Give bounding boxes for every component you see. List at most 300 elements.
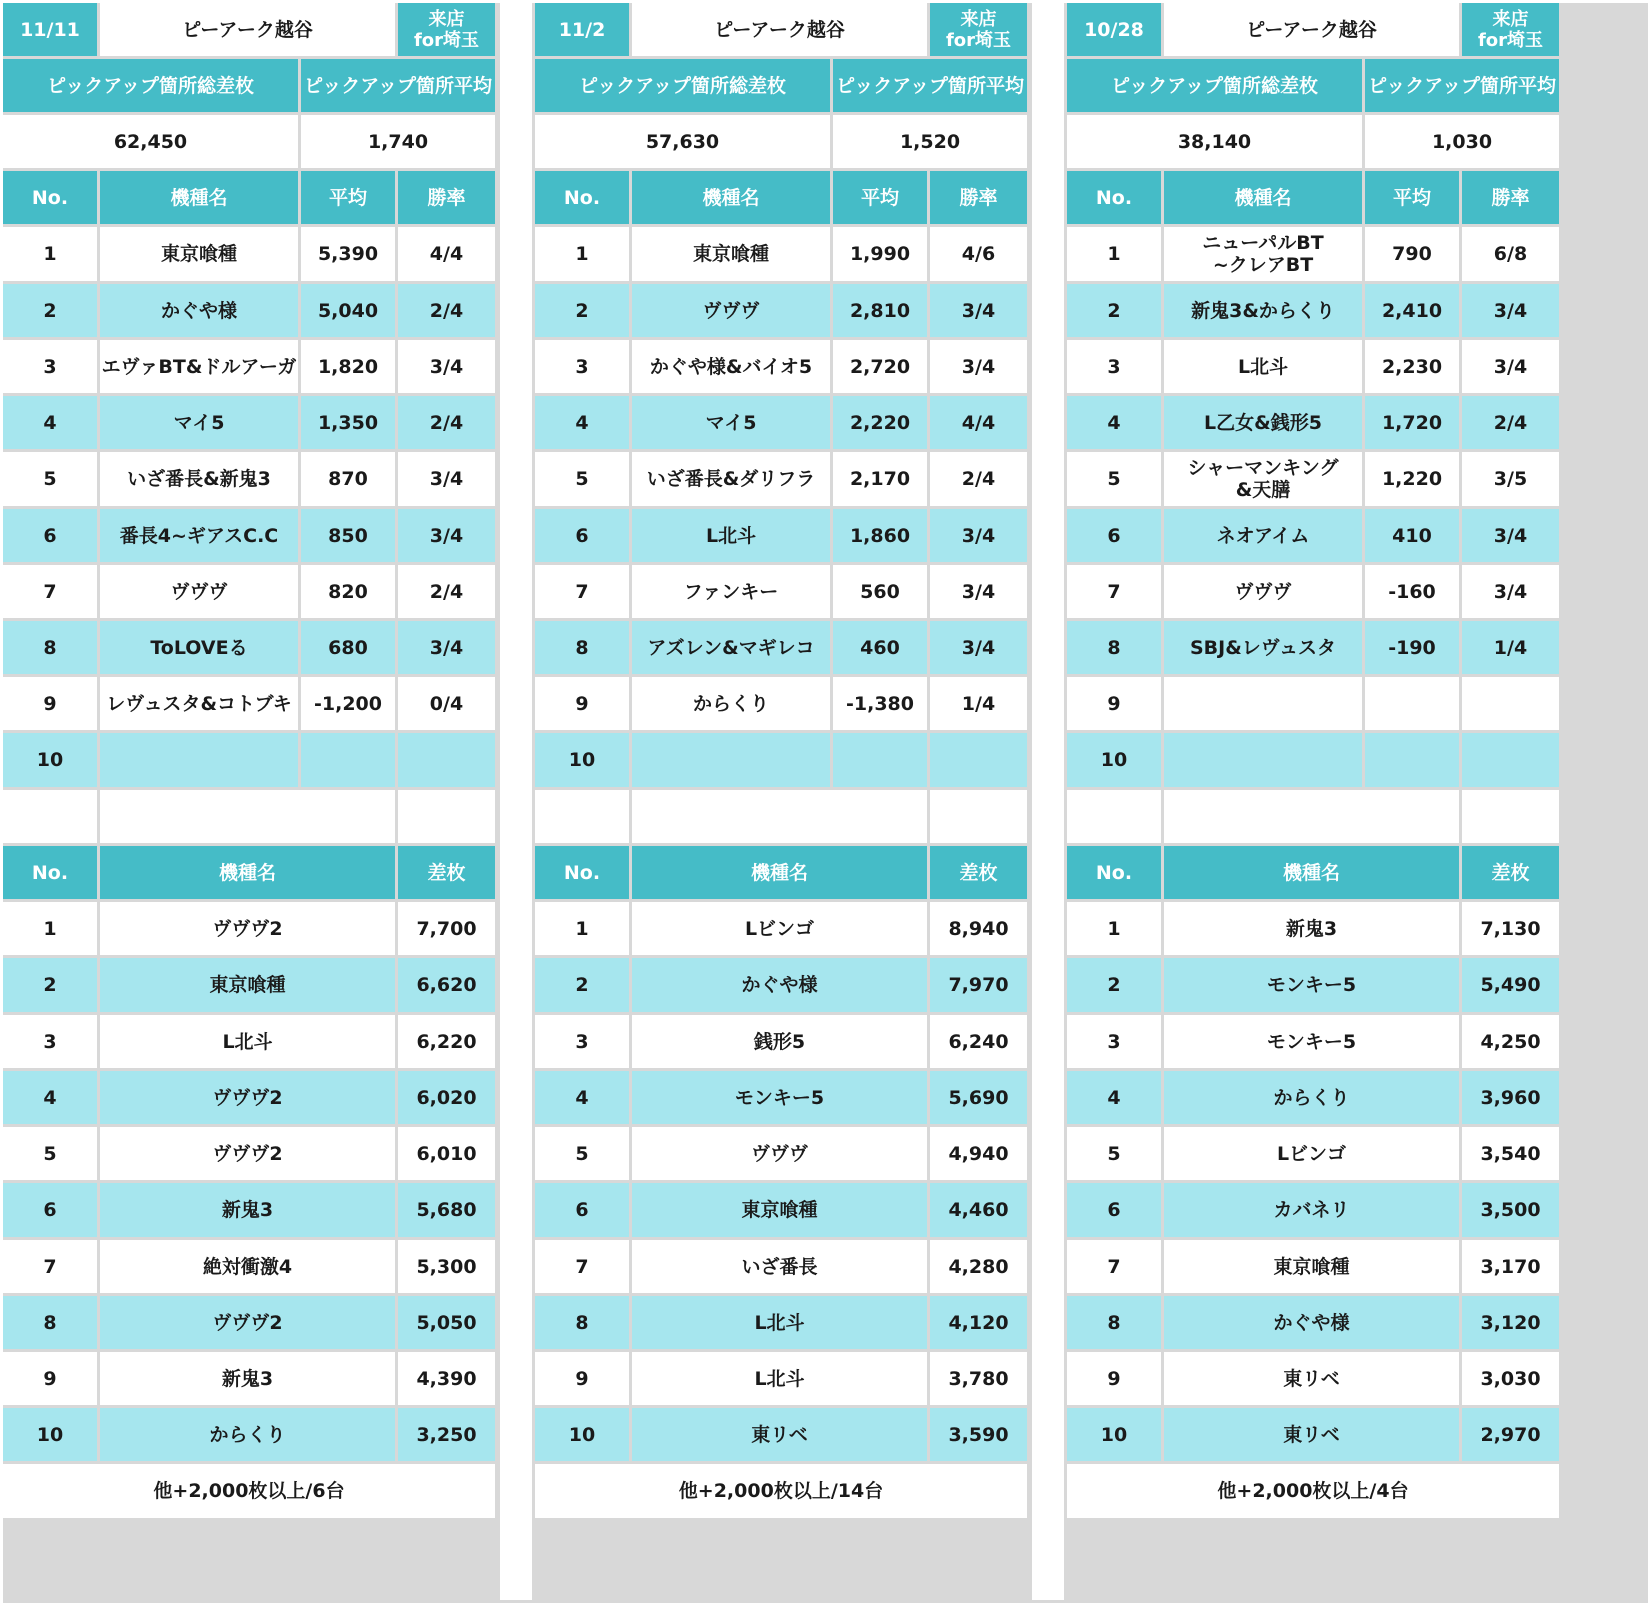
cell-text: 2/4 (961, 468, 996, 490)
machine-row-winrate (930, 396, 1027, 449)
unit-row-diff (930, 1127, 1027, 1180)
machine-row-no (3, 677, 97, 730)
units-header-model (1164, 846, 1459, 899)
cell-text: ピックアップ箇所平均 (1368, 74, 1556, 97)
machine-row-winrate (398, 565, 495, 618)
cell-text: 870 (328, 468, 368, 490)
machine-row-name (1164, 396, 1362, 449)
cell-text: 790 (1392, 243, 1432, 265)
machine-row-average (301, 677, 395, 730)
machine-row-name (100, 733, 298, 787)
cell-text: 2/4 (429, 580, 464, 603)
cell-text: 平均 (328, 186, 367, 209)
visit-line-2: for埼玉 (1477, 29, 1544, 51)
cell-text: 850 (328, 524, 368, 547)
machine-row-winrate (1462, 621, 1559, 674)
cell-text: 2 (43, 974, 57, 996)
unit-row-diff (930, 1071, 1027, 1124)
unit-row-name (100, 1352, 395, 1405)
cell-text: 4 (575, 1086, 589, 1109)
cell-text: 6 (1107, 1199, 1121, 1221)
unit-row-name (632, 1408, 927, 1461)
machine-name-line: 番長4~ギアスC.C (119, 524, 279, 547)
units-header-model (100, 846, 395, 899)
unit-row-name (1164, 1352, 1459, 1405)
cell-text: 東京喰種 (1273, 1255, 1350, 1278)
machine-row-no (535, 396, 629, 449)
cell-text: 2/4 (429, 411, 464, 434)
unit-row-diff (398, 958, 495, 1012)
machine-row-name (1164, 509, 1362, 562)
unit-row-diff (930, 1352, 1027, 1405)
cell-text: 東リベ (1283, 1423, 1340, 1446)
machine-row-winrate (1462, 396, 1559, 449)
cell-text: 9 (43, 692, 57, 715)
machine-row-name (1164, 284, 1362, 337)
cell-text: 新鬼3 (221, 1367, 274, 1390)
cell-text: 5,390 (317, 243, 379, 265)
cell-text: 680 (328, 636, 368, 659)
cell-text: 2,410 (1381, 299, 1443, 322)
cell-text: No. (563, 861, 601, 884)
cell-text: 820 (328, 580, 368, 603)
cell-text: ヴヴヴ2 (212, 1086, 283, 1109)
cell-text: ヴヴヴ2 (212, 1311, 283, 1334)
cell-text: ピックアップ箇所総差枚 (1111, 74, 1318, 97)
machine-row-name (100, 565, 298, 618)
cell-text: 勝率 (427, 186, 466, 209)
machine-row-average (833, 452, 927, 506)
cell-text: No. (1095, 861, 1133, 884)
cell-text: 4,250 (1480, 1030, 1541, 1053)
machine-name-line: ~クレアBT (1212, 254, 1314, 276)
cell-text: 6,620 (416, 974, 477, 996)
cell-text: 3,960 (1480, 1086, 1541, 1109)
unit-row-diff (1462, 1071, 1559, 1124)
cell-text: 3 (575, 1030, 589, 1053)
cell-text: 1 (1107, 917, 1121, 940)
visit-line-1: 来店 (1492, 8, 1529, 30)
unit-row-diff (930, 958, 1027, 1012)
cell-text: 機種名 (702, 186, 760, 209)
unit-row-name (1164, 958, 1459, 1012)
spacer-cell (632, 790, 927, 843)
machine-row-name (632, 396, 830, 449)
unit-row-name (1164, 1296, 1459, 1349)
cell-text: 8 (575, 636, 589, 659)
unit-row-diff (398, 1015, 495, 1068)
cell-text: L北斗 (754, 1311, 805, 1334)
unit-row-name (632, 902, 927, 955)
machine-name-line: エヴァBT&ドルアーガ (101, 355, 297, 378)
machine-name-line: レヴュスタ&コトブキ (106, 692, 292, 715)
machine-row-average (301, 509, 395, 562)
average-label (1365, 59, 1559, 112)
col-header-no (1067, 171, 1161, 224)
cell-text: 7,700 (416, 917, 477, 940)
cell-text: 3,500 (1480, 1199, 1541, 1221)
cell-text: 2 (575, 974, 589, 996)
cell-text: 機種名 (170, 186, 228, 209)
cell-text: 4/6 (961, 243, 996, 265)
cell-text: モンキー5 (1266, 974, 1357, 996)
unit-row-name (100, 1240, 395, 1293)
cell-text: 8 (575, 1311, 589, 1334)
cell-text: 5 (575, 1142, 589, 1165)
machine-row-no (3, 621, 97, 674)
unit-row-name (100, 1296, 395, 1349)
average-value (301, 115, 495, 168)
cell-text: 1,720 (1381, 411, 1443, 434)
col-header-winrate (1462, 171, 1559, 224)
machine-row-winrate (1462, 452, 1559, 506)
cell-text: モンキー5 (734, 1086, 825, 1109)
average-value (1365, 115, 1559, 168)
cell-text: No. (31, 861, 69, 884)
machine-row-average (301, 340, 395, 393)
unit-row-name (1164, 1183, 1459, 1237)
machine-row-average (301, 227, 395, 281)
unit-row-no (1067, 1352, 1161, 1405)
machine-row-average (1365, 509, 1459, 562)
cell-text: かぐや様 (1273, 1311, 1350, 1334)
unit-row-name (1164, 1015, 1459, 1068)
machine-row-no (3, 227, 97, 281)
unit-row-name (1164, 1240, 1459, 1293)
machine-row-average (1365, 565, 1459, 618)
units-header-no (1067, 846, 1161, 899)
cell-text: 3/4 (1493, 355, 1528, 378)
cell-text: 5 (43, 1142, 57, 1165)
cell-text: ピックアップ箇所平均 (304, 74, 492, 97)
machine-name-line: ヴヴヴ (702, 299, 760, 322)
cell-text: 差枚 (427, 861, 466, 884)
machine-name-line: L北斗 (705, 524, 757, 547)
cell-text: 6 (43, 524, 57, 547)
machine-row-name (632, 733, 830, 787)
unit-row-no (535, 902, 629, 955)
cell-text: 1 (575, 243, 589, 265)
cell-text: 4 (43, 411, 57, 434)
spacer-cell (398, 790, 495, 843)
store-name (100, 3, 395, 56)
machine-name-line: L乙女&銭形5 (1204, 411, 1322, 434)
visit-badge (1462, 3, 1559, 56)
unit-row-diff (398, 1240, 495, 1293)
machine-row-average (833, 621, 927, 674)
unit-row-diff (398, 1352, 495, 1405)
unit-row-diff (1462, 1352, 1559, 1405)
cell-text: -1,200 (314, 692, 382, 715)
cell-text: 5,050 (416, 1311, 477, 1334)
machine-row-name (100, 284, 298, 337)
machine-row-average (1365, 396, 1459, 449)
cell-text: 9 (575, 1367, 589, 1390)
unit-row-no (1067, 902, 1161, 955)
unit-row-no (535, 1352, 629, 1405)
machine-row-no (1067, 733, 1161, 787)
cell-text: 10 (1100, 1423, 1128, 1446)
cell-text: 8,940 (948, 917, 1009, 940)
date-label (535, 3, 629, 56)
machine-row-winrate (930, 733, 1027, 787)
machine-row-average (301, 565, 395, 618)
spacer-cell (535, 790, 629, 843)
cell-text: 4,120 (948, 1311, 1009, 1334)
cell-text: 6,220 (416, 1030, 477, 1053)
cell-text: 1,220 (1381, 468, 1443, 490)
machine-name-line: シャーマンキング (1187, 457, 1339, 479)
col-header-model (100, 171, 298, 224)
cell-text: 4 (575, 411, 589, 434)
total-diff-label (535, 59, 830, 112)
machine-row-name (100, 677, 298, 730)
cell-text: 9 (575, 692, 589, 715)
cell-text: 1 (43, 243, 57, 265)
machine-row-average (301, 733, 395, 787)
visit-line-2: for埼玉 (945, 29, 1012, 51)
spacer-cell (100, 790, 395, 843)
cell-text: L北斗 (222, 1030, 273, 1053)
visit-line-1: 来店 (960, 8, 997, 30)
cell-text: 3/4 (1493, 299, 1528, 322)
cell-text: 7,130 (1480, 917, 1541, 940)
unit-row-name (632, 1071, 927, 1124)
cell-text: 絶対衝激4 (202, 1255, 293, 1278)
machine-row-average (301, 396, 395, 449)
spacer-cell (1067, 790, 1161, 843)
unit-row-diff (1462, 902, 1559, 955)
machine-row-average (301, 452, 395, 506)
date-label (1067, 3, 1161, 56)
cell-text: 10 (36, 749, 64, 771)
total-diff-value (1067, 115, 1362, 168)
store-text: ピーアーク越谷 (1246, 18, 1377, 41)
cell-text: 10 (36, 1423, 64, 1446)
machine-row-average (1365, 284, 1459, 337)
machine-row-winrate (930, 227, 1027, 281)
unit-row-no (3, 1352, 97, 1405)
cell-text: 4,390 (416, 1367, 477, 1390)
cell-text: かぐや様 (741, 974, 818, 996)
machine-row-average (833, 284, 927, 337)
unit-row-no (1067, 1183, 1161, 1237)
cell-text: 3/4 (961, 524, 996, 547)
cell-text: 4,460 (948, 1199, 1009, 1221)
unit-row-no (3, 1015, 97, 1068)
machine-name-line: マイ5 (705, 411, 757, 434)
visit-badge (398, 3, 495, 56)
machine-row-average (833, 396, 927, 449)
cell-text: 銭形5 (753, 1030, 806, 1053)
machine-row-name (1164, 621, 1362, 674)
cell-text: 3 (43, 355, 57, 378)
unit-row-name (632, 1352, 927, 1405)
spacer-cell (930, 790, 1027, 843)
machine-row-no (1067, 621, 1161, 674)
cell-text: 3/4 (961, 636, 996, 659)
col-header-winrate (398, 171, 495, 224)
unit-row-name (632, 1015, 927, 1068)
unit-row-diff (398, 1296, 495, 1349)
cell-text: 東リベ (1283, 1367, 1340, 1390)
cell-text: 3,590 (948, 1423, 1009, 1446)
cell-text: 3/5 (1493, 468, 1528, 490)
machine-name-line: マイ5 (173, 411, 225, 434)
col-header-model (632, 171, 830, 224)
machine-row-winrate (398, 227, 495, 281)
machine-row-winrate (1462, 733, 1559, 787)
unit-row-diff (398, 1408, 495, 1461)
col-header-no (535, 171, 629, 224)
cell-text: 1,350 (317, 411, 379, 434)
store-name (632, 3, 927, 56)
machine-row-name (1164, 677, 1362, 730)
machine-row-name (100, 340, 298, 393)
machine-row-winrate (930, 509, 1027, 562)
cell-text: 5 (575, 468, 589, 490)
unit-row-name (1164, 1127, 1459, 1180)
cell-text: 5,040 (317, 299, 379, 322)
machine-row-winrate (1462, 509, 1559, 562)
unit-row-diff (930, 1183, 1027, 1237)
cell-text: 2 (1107, 974, 1121, 996)
machine-row-no (1067, 284, 1161, 337)
total-diff-label (3, 59, 298, 112)
cell-text: 7 (575, 580, 589, 603)
cell-text: 5,300 (416, 1255, 477, 1278)
cell-text: 2/4 (1493, 411, 1528, 434)
cell-text: 1 (43, 917, 57, 940)
cell-text: 3/4 (961, 355, 996, 378)
total-diff-label (1067, 59, 1362, 112)
col-header-no (3, 171, 97, 224)
machine-row-no (535, 284, 629, 337)
unit-row-no (535, 1240, 629, 1293)
cell-text: 5 (43, 468, 57, 490)
cell-text: ピックアップ箇所総差枚 (579, 74, 786, 97)
machine-row-no (535, 340, 629, 393)
cell-text: 4/4 (961, 411, 996, 434)
cell-text: 2 (575, 299, 589, 322)
cell-text: 2,810 (849, 299, 911, 322)
unit-row-diff (930, 902, 1027, 955)
cell-text: 7 (43, 1255, 57, 1278)
store-name (1164, 3, 1459, 56)
machine-row-no (3, 733, 97, 787)
cell-text: 6,240 (948, 1030, 1009, 1053)
machine-row-no (535, 677, 629, 730)
cell-text: No. (1095, 186, 1133, 209)
cell-text: 3 (1107, 1030, 1121, 1053)
unit-row-name (100, 902, 395, 955)
cell-text: 勝率 (1491, 186, 1530, 209)
machine-row-average (833, 733, 927, 787)
machine-row-average (833, 677, 927, 730)
cell-text: 9 (1107, 692, 1121, 715)
cell-text: カバネリ (1273, 1199, 1350, 1221)
machine-name-line: アズレン&マギレコ (647, 636, 815, 659)
unit-row-name (1164, 1071, 1459, 1124)
cell-text: 3/4 (429, 524, 464, 547)
results-sheet (3, 3, 1648, 1603)
cell-text: 6,020 (416, 1086, 477, 1109)
cell-text: 6 (1107, 524, 1121, 547)
machine-name-line: からくり (692, 692, 769, 715)
cell-text: 1,030 (1431, 130, 1493, 153)
unit-row-name (632, 1296, 927, 1349)
unit-row-diff (930, 1296, 1027, 1349)
cell-text: 1 (1107, 243, 1121, 265)
machine-row-name (1164, 340, 1362, 393)
cell-text: 62,450 (113, 130, 188, 153)
cell-text: 7 (575, 1255, 589, 1278)
unit-row-no (535, 958, 629, 1012)
cell-text: ヴヴヴ2 (212, 1142, 283, 1165)
unit-row-no (3, 1071, 97, 1124)
unit-row-diff (930, 1015, 1027, 1068)
machine-name-line: 新鬼3&からくり (1191, 299, 1335, 322)
cell-text: ピックアップ箇所総差枚 (47, 74, 254, 97)
machine-row-winrate (398, 509, 495, 562)
cell-text: 560 (860, 580, 900, 603)
cell-text: 3 (575, 355, 589, 378)
cell-text: 平均 (1392, 186, 1431, 209)
cell-text: 4,280 (948, 1255, 1009, 1278)
cell-text: 3,540 (1480, 1142, 1541, 1165)
unit-row-no (535, 1071, 629, 1124)
cell-text: 1,520 (899, 130, 961, 153)
unit-row-diff (398, 1183, 495, 1237)
average-value (833, 115, 1027, 168)
cell-text: 2 (1107, 299, 1121, 322)
cell-text: 他+2,000枚以上/4台 (1217, 1480, 1409, 1502)
unit-row-name (632, 1183, 927, 1237)
cell-text: 2,230 (1381, 355, 1443, 378)
cell-text: 機種名 (1282, 861, 1340, 884)
machine-name-line: 東京喰種 (160, 243, 237, 265)
machine-row-winrate (930, 677, 1027, 730)
machine-row-no (535, 452, 629, 506)
machine-name-line: SBJ&レヴュスタ (1189, 636, 1337, 659)
cell-text: 10 (568, 749, 596, 771)
cell-text: 3 (1107, 355, 1121, 378)
cell-text: 機種名 (750, 861, 808, 884)
machine-row-average (301, 621, 395, 674)
machine-row-winrate (930, 621, 1027, 674)
visit-line-2: for埼玉 (413, 29, 480, 51)
cell-text: L北斗 (754, 1367, 805, 1390)
date-text: 10/28 (1084, 18, 1144, 41)
machine-row-winrate (1462, 677, 1559, 730)
unit-row-name (1164, 902, 1459, 955)
machine-name-line: &天膳 (1235, 479, 1291, 501)
cell-text: 0/4 (429, 692, 464, 715)
cell-text: No. (31, 186, 69, 209)
total-diff-value (3, 115, 298, 168)
machine-row-no (1067, 452, 1161, 506)
cell-text: Lビンゴ (1276, 1142, 1347, 1165)
unit-row-name (632, 1240, 927, 1293)
cell-text: 4/4 (429, 243, 464, 265)
unit-row-no (1067, 958, 1161, 1012)
cell-text: 2/4 (429, 299, 464, 322)
footer-note (535, 1464, 1027, 1518)
cell-text: 8 (1107, 636, 1121, 659)
cell-text: 他+2,000枚以上/6台 (153, 1480, 345, 1502)
machine-row-name (100, 621, 298, 674)
machine-row-winrate (398, 677, 495, 730)
